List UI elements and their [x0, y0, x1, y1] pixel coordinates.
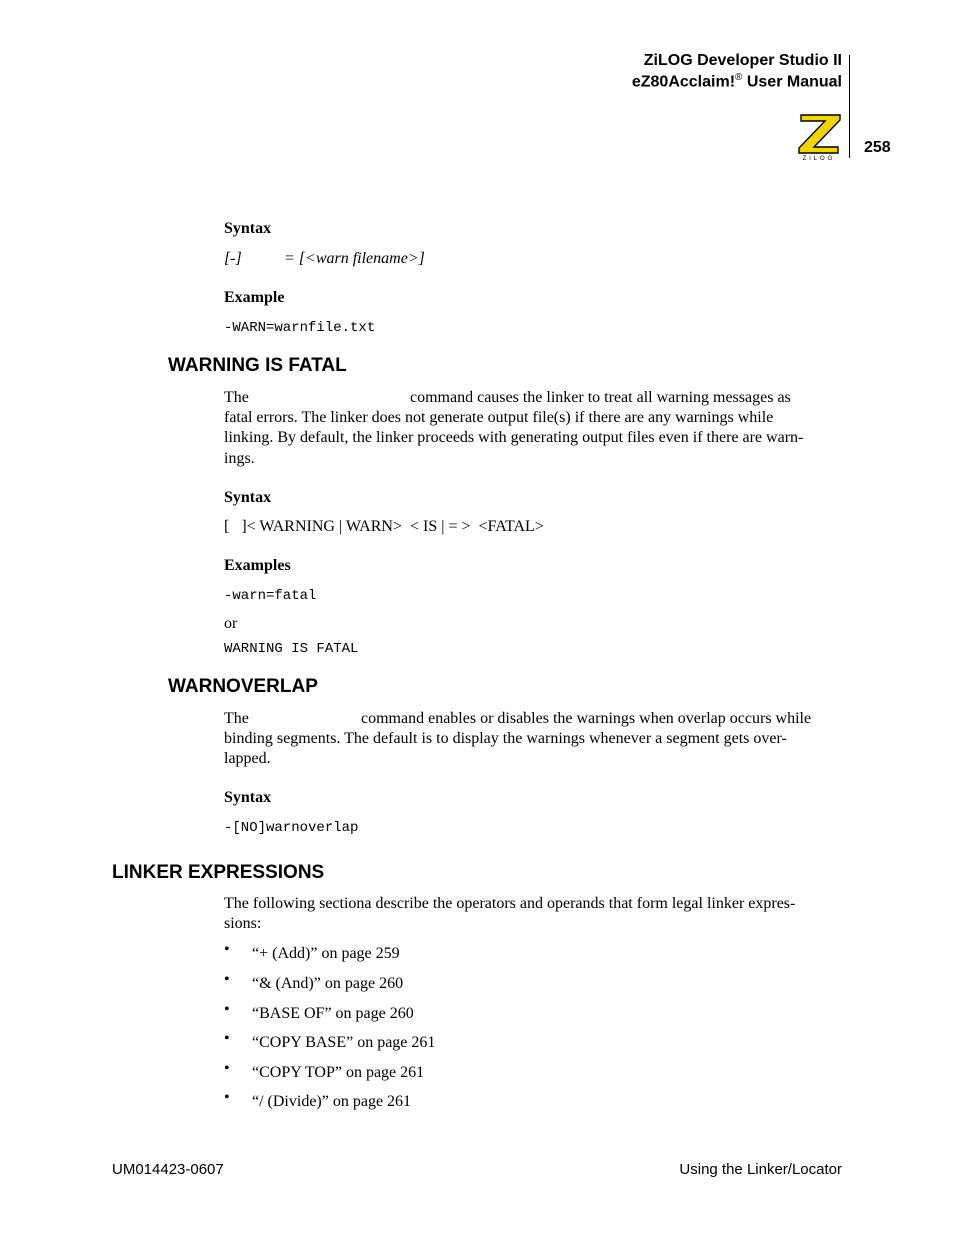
list-item-link[interactable]: “COPY TOP” on page 261 — [252, 1064, 425, 1081]
example-code-fatal-2: WARNING IS FATAL — [224, 641, 359, 657]
para-line: command causes the linker to treat all warning messages as — [410, 389, 791, 406]
list-item-link[interactable]: “/ (Divide)” on page 261 — [252, 1093, 412, 1110]
list-item-link[interactable]: “+ (Add)” on page 259 — [252, 945, 400, 962]
page-number: 258 — [864, 139, 891, 156]
example-code-warn: -WARN=warnfile.txt — [224, 320, 376, 336]
footer-section: Using the Linker/Locator — [679, 1161, 842, 1178]
bullet-icon: • — [224, 1089, 230, 1106]
examples-label-fatal: Examples — [224, 557, 291, 574]
header-divider — [849, 55, 850, 158]
list-item-link[interactable]: “BASE OF” on page 260 — [252, 1005, 414, 1022]
para-line: command enables or disables the warnings when overlap occurs while — [361, 710, 812, 727]
syntax-warn-prefix: [-] — [224, 250, 242, 267]
para-line: fatal errors. The linker does not generate output file(s) if there are any warnings while — [224, 409, 774, 426]
example-label-warn: Example — [224, 289, 285, 306]
syntax-warn-suffix: = [<warn filename>] — [284, 250, 425, 267]
section-title-warning-is-fatal: WARNING IS FATAL — [168, 355, 347, 376]
section-title-linker-expressions: LINKER EXPRESSIONS — [112, 862, 325, 883]
syntax-label-warn: Syntax — [224, 220, 272, 237]
bullet-icon: • — [224, 1060, 230, 1077]
para-the: The — [224, 389, 249, 406]
syntax-label-fatal: Syntax — [224, 489, 272, 506]
bullet-icon: • — [224, 1001, 230, 1018]
para-line: sions: — [224, 915, 262, 932]
para-line: binding segments. The default is to display the warnings whenever a segment gets over- — [224, 730, 787, 747]
bullet-icon: • — [224, 1030, 230, 1047]
syntax-code-warnoverlap: -[NO]warnoverlap — [224, 820, 359, 836]
bullet-icon: • — [224, 971, 230, 988]
list-item-link[interactable]: “COPY BASE” on page 261 — [252, 1034, 436, 1051]
syntax-label-warnoverlap: Syntax — [224, 789, 272, 806]
para-line: lapped. — [224, 750, 271, 767]
para-line: ings. — [224, 450, 255, 467]
header-title: ZiLOG Developer Studio II — [643, 52, 842, 69]
para-line: The following sectiona describe the operators and operands that form legal linker expres- — [224, 895, 796, 912]
syntax-fatal: [ ]< WARNING | WARN> < IS | = > <FATAL> — [224, 518, 544, 535]
svg-text:ZiLOG: ZiLOG — [802, 156, 836, 161]
example-code-fatal-1: -warn=fatal — [224, 588, 317, 604]
or-text: or — [224, 615, 238, 632]
para-the: The — [224, 710, 249, 727]
list-item-link[interactable]: “& (And)” on page 260 — [252, 975, 404, 992]
footer-doc-id: UM014423-0607 — [112, 1161, 224, 1178]
header-subtitle: eZ80Acclaim!® User Manual — [631, 72, 842, 91]
section-title-warnoverlap: WARNOVERLAP — [168, 676, 318, 697]
bullet-icon: • — [224, 941, 230, 958]
para-line: linking. By default, the linker proceeds with generating output files even if there are warn- — [224, 429, 804, 446]
zilog-logo — [795, 113, 843, 161]
